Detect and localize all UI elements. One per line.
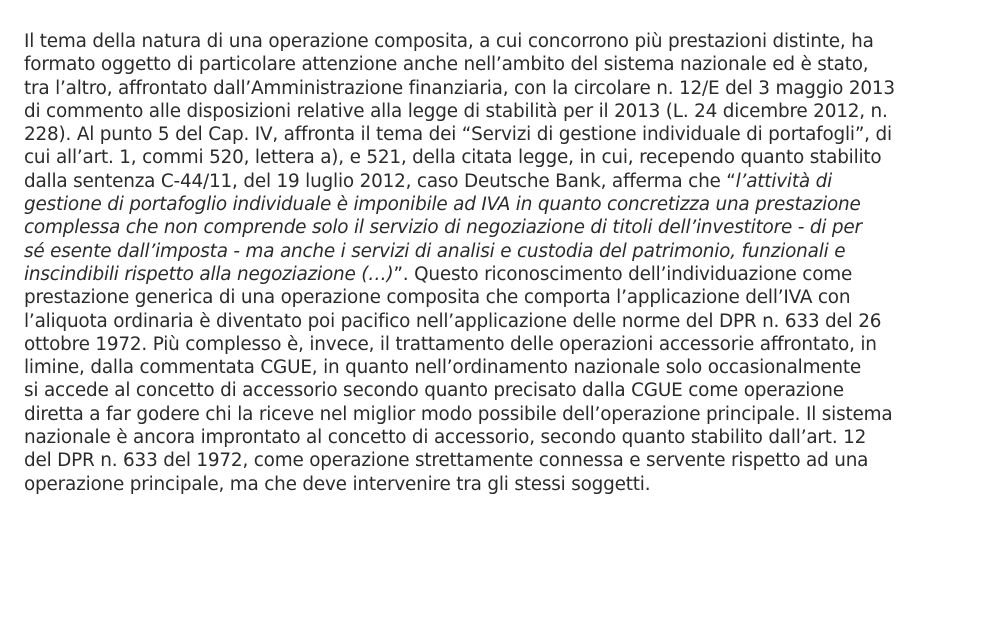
text-line: diretta a far godere chi la riceve nel miglior modo possibile dell’operazione principale. Il sistema [24, 403, 893, 425]
text-line: tra l’altro, affrontato dall’Amministrazione finanziaria, con la circolare n. 12/E del 3 maggio 2013 [24, 77, 895, 99]
quoted-italic-line: gestione di portafoglio individuale è imponibile ad IVA in quanto concretizza una prestazione [24, 194, 861, 216]
text-line: ottobre 1972. Più complesso è, invece, il trattamento delle operazioni accessorie affrontato, in [24, 333, 877, 355]
quoted-italic-text: inscindibili rispetto alla negoziazione (…) [24, 263, 394, 285]
text-line [24, 263, 979, 286]
text-segment: dalla sentenza C-44/11, del 19 luglio 2012, caso Deutsche Bank, afferma che “ [24, 170, 736, 192]
text-line: operazione principale, ma che deve intervenire tra gli stessi soggetti. [24, 473, 651, 495]
text-line: nazionale è ancora improntato al concetto di accessorio, secondo quanto stabilito dall’art. 12 [24, 427, 867, 449]
text-line: formato oggetto di particolare attenzione anche nell’ambito del sistema nazionale ed è stato, [24, 54, 869, 76]
text-line: di commento alle disposizioni relative alla legge di stabilità per il 2013 (L. 24 dicembre 2012, n. [24, 100, 888, 122]
quoted-italic-line: sé esente dall’imposta - ma anche i servizi di analisi e custodia del patrimonio, funzionali e [24, 240, 846, 262]
text-segment: ”. Questo riconoscimento dell’individuazione come [393, 263, 853, 285]
text-line: l’aliquota ordinaria è diventato poi pacifico nell’applicazione delle norme del DPR n. 633 del 26 [24, 310, 882, 332]
text-line: Il tema della natura di una operazione composita, a cui concorrono più prestazioni distinte, ha [24, 31, 874, 52]
text-line: cui all’art. 1, commi 520, lettera a), e 521, della citata legge, in cui, recependo quanto stabilito [24, 147, 882, 169]
text-line: del DPR n. 633 del 1972, come operazione strettamente connessa e servente rispetto ad una [24, 450, 869, 472]
text-line: limine, dalla commentata CGUE, in quanto nell’ordinamento nazionale solo occasionalmente [24, 357, 862, 379]
text-line: prestazione generica di una operazione composita che comporta l’applicazione dell’IVA con [24, 287, 851, 309]
text-line: si accede al concetto di accessorio secondo quanto precisato dalla CGUE come operazione [24, 380, 844, 402]
text-line [24, 170, 979, 193]
body-paragraph [24, 30, 984, 496]
text-line: 228). Al punto 5 del Cap. IV, affronta il tema dei “Servizi di gestione individuale di portafogli”, di [24, 124, 892, 146]
quoted-italic-line: complessa che non comprende solo il servizio di negoziazione di titoli dell’investitore - di per [24, 217, 862, 239]
quoted-italic-text: l’attività di [735, 170, 832, 192]
